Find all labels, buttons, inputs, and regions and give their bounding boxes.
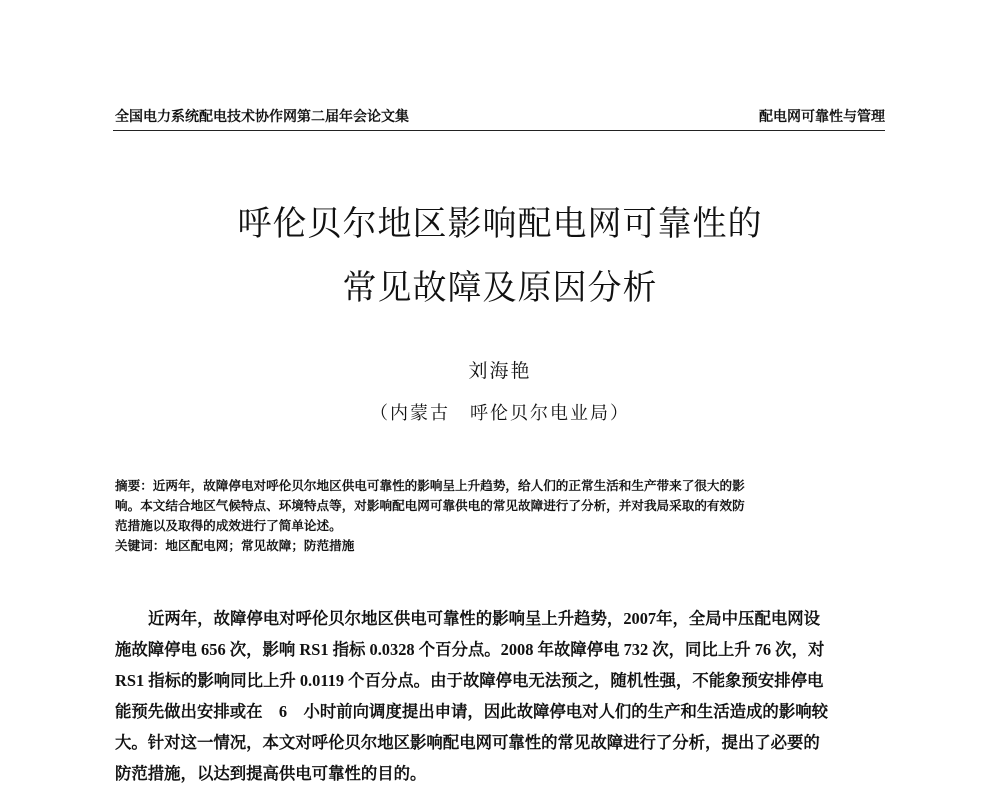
- abstract-line: 范措施以及取得的成效进行了简单论述。: [115, 518, 342, 533]
- abstract-line: 响。本文结合地区气候特点、环境特点等，对影响配电网可靠供电的常见故障进行了分析，并对我局采取的有效防: [115, 498, 745, 513]
- body-line: 施故障停电 656 次，影响 RS1 指标 0.0328 个百分点。2008 年故障停电 732 次，同比上升 76 次，对: [115, 640, 825, 659]
- abstract-label: 摘要：: [115, 478, 153, 493]
- author-name: 刘海艳: [468, 360, 532, 382]
- body-line: 近两年，故障停电对呼伦贝尔地区供电可靠性的影响呈上升趋势，2007年，全局中压配电网设: [148, 609, 821, 628]
- abstract-block: [115, 476, 885, 556]
- body-line: 大。针对这一情况，本文对呼伦贝尔地区影响配电网可靠性的常见故障进行了分析，提出了必要的: [115, 733, 820, 752]
- paper-title-line-2: 常见故障及原因分析: [342, 268, 658, 308]
- body-line: 能预先做出安排或在 6 小时前向调度提出申请，因此故障停电对人们的生产和生活造成的影响较: [115, 702, 828, 721]
- header-rule: [113, 130, 885, 131]
- body-line: 防范措施，以达到提高供电可靠性的目的。: [115, 764, 427, 783]
- proceedings-title: 全国电力系统配电技术协作网第二届年会论文集: [115, 109, 409, 125]
- section-title: 配电网可靠性与管理: [759, 109, 885, 125]
- running-header: [115, 106, 885, 128]
- body-line: RS1 指标的影响同比上升 0.0119 个百分点。由于故障停电无法预之，随机性强，不能象预安排停电: [115, 671, 824, 690]
- body-paragraph: [115, 603, 885, 789]
- paper-title-line-1: 呼伦贝尔地区影响配电网可靠性的: [237, 204, 763, 244]
- abstract-text: 近两年，故障停电对呼伦贝尔地区供电可靠性的影响呈上升趋势，给人们的正常生活和生产带来了很大的影: [152, 478, 745, 493]
- abstract-line: [115, 476, 885, 496]
- author-affiliation: （内蒙古 呼伦贝尔电业局）: [370, 403, 630, 424]
- keywords-line: [115, 536, 885, 556]
- keywords-text: 地区配电网；常见故障；防范措施: [165, 538, 355, 553]
- keywords-label: 关键词：: [115, 538, 166, 553]
